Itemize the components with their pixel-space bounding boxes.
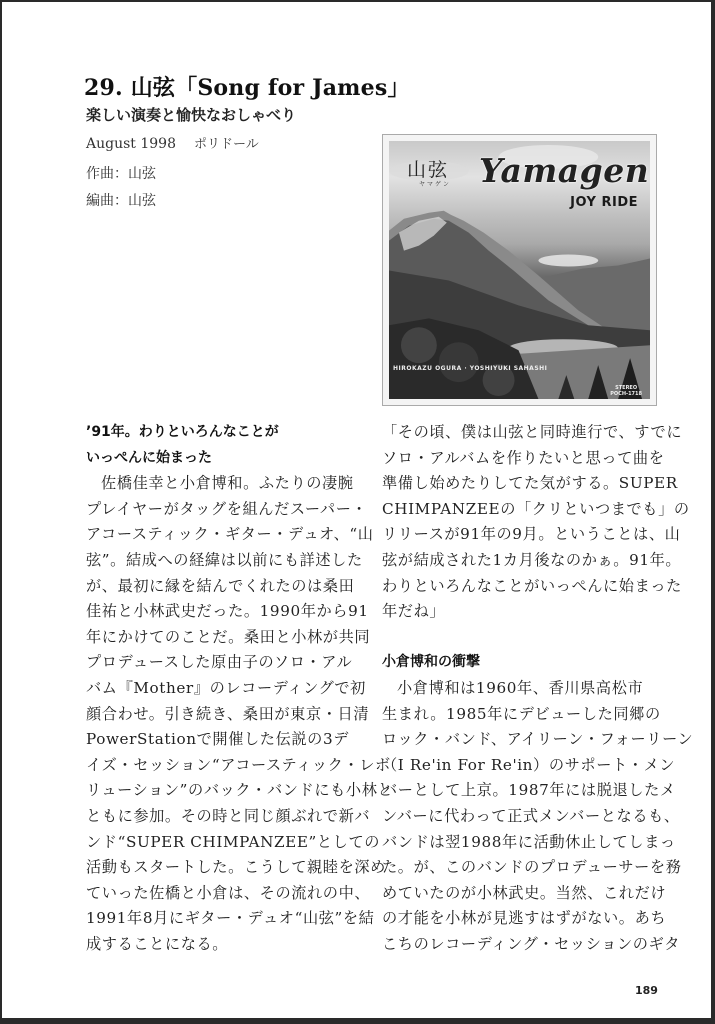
body-line: めていたのが小林武史。当然、これだけ xyxy=(382,883,667,902)
body-line: 生まれ。1985年にデビューした同郷の xyxy=(382,704,661,723)
body-line: 活動もスタートした。こうして親睦を深め xyxy=(86,858,386,877)
left-column xyxy=(86,420,394,957)
body-line: イズ・セッション“アコースティック・レボ xyxy=(86,755,391,774)
body-line: （I Re'in For Re'in）のサポート・メン xyxy=(382,755,676,774)
body-line: 佐橋佳幸と小倉博和。ふたりの凄腕 xyxy=(101,474,354,493)
album-cover-image xyxy=(382,134,657,406)
quote-line: 準備し始めたりしてた気がする。SUPER xyxy=(382,474,678,493)
quote-line: 年だね」 xyxy=(382,602,446,621)
composer-credit: 作曲：山弦 xyxy=(86,166,156,182)
stereo-label: STEREO xyxy=(615,385,638,391)
body-line: バンドは翌1988年に活動休止してしまっ xyxy=(382,832,676,851)
body-line: こちのレコーディング・セッションのギタ xyxy=(382,934,680,953)
body-line: バム『Mother』のレコーディングで初 xyxy=(86,678,366,697)
body-line: 小倉博和は1960年、香川県高松市 xyxy=(397,678,644,697)
body-line: 年にかけてのことだ。桑田と小林が共同 xyxy=(86,627,371,646)
body-line: ンド“SUPER CHIMPANZEE”としての xyxy=(86,832,381,851)
body-line: アコースティック・ギター・デュオ、“山 xyxy=(86,525,374,544)
arranger-credit: 編曲：山弦 xyxy=(86,193,156,209)
album-cover-artwork xyxy=(389,141,650,399)
body-line: リューション”のバック・バンドにも小林と xyxy=(86,781,394,800)
body-line: 弦”。結成への経緯は以前にも詳述した xyxy=(86,550,363,569)
section-heading: いっぺんに始まった xyxy=(86,449,212,466)
quote-line: わりといろんなことがいっぺんに始まった xyxy=(382,576,682,595)
quote-line: リリースが91年の9月。ということは、山 xyxy=(382,525,681,544)
body-line: ンバーに代わって正式メンバーとなるも、 xyxy=(382,806,680,825)
album-artist-name: Yamagen xyxy=(479,151,650,190)
quote-line: ソロ・アルバムを作りたいと思って曲を xyxy=(382,448,665,467)
album-kanji-logo: 山弦 xyxy=(407,159,450,181)
body-line: ていった佐橋と小倉は、その流れの中、 xyxy=(86,883,371,902)
body-line: 1991年8月にギター・デュオ“山弦”を結 xyxy=(86,909,375,928)
body-line: 成することになる。 xyxy=(86,934,229,953)
quote-line: 弦が結成された1カ月後なのかぁ。91年。 xyxy=(382,550,682,569)
album-catalog xyxy=(610,385,642,397)
chapter-title: 29. 山弦「Song for James」 xyxy=(84,75,410,101)
section-heading: 小倉博和の衝撃 xyxy=(382,654,480,671)
body-line: の才能を小林が見逃すはずがない。あち xyxy=(382,909,667,928)
release-date: August 1998 xyxy=(86,136,176,152)
record-label: ポリドール xyxy=(194,137,259,152)
section-heading: ’91年。わりといろんなことが xyxy=(86,424,279,440)
body-line: バーとして上京。1987年には脱退したメ xyxy=(382,781,676,800)
album-credits: HIROKAZU OGURA · YOSHIYUKI SAHASHI xyxy=(393,365,548,372)
book-page xyxy=(2,2,711,1018)
body-line: 佳祐と小林武史だった。1990年から91 xyxy=(86,602,369,621)
body-line: ロック・バンド、アイリーン・フォーリーン xyxy=(382,730,694,749)
body-line: た。が、このバンドのプロデューサーを務 xyxy=(382,858,682,877)
body-line: が、最初に縁を結んでくれたのは桑田 xyxy=(86,576,355,595)
right-column xyxy=(382,420,694,957)
spacer xyxy=(382,625,658,651)
album-kana: ヤマゲン xyxy=(419,181,451,188)
catalog-number: POCH-1718 xyxy=(610,391,642,397)
quote-line: CHIMPANZEEの「クリといつまでも」の xyxy=(382,499,690,518)
page-number: 189 xyxy=(635,984,658,997)
body-line: ともに参加。その時と同じ顔ぶれで新バ xyxy=(86,806,371,825)
quote-line: 「その頃、僕は山弦と同時進行で、すでに xyxy=(382,423,683,441)
body-line: 顔合わせ。引き続き、桑田が東京・日清 xyxy=(86,704,370,723)
release-info xyxy=(86,133,259,152)
chapter-subtitle: 楽しい演奏と愉快なおしゃべり xyxy=(86,106,297,124)
body-line: プレイヤーがタッグを組んだスーパー・ xyxy=(86,499,368,518)
body-line: プロデュースした原由子のソロ・アル xyxy=(86,653,353,672)
body-line: PowerStationで開催した伝説の3デ xyxy=(86,730,349,749)
album-title: JOY RIDE xyxy=(570,195,638,210)
